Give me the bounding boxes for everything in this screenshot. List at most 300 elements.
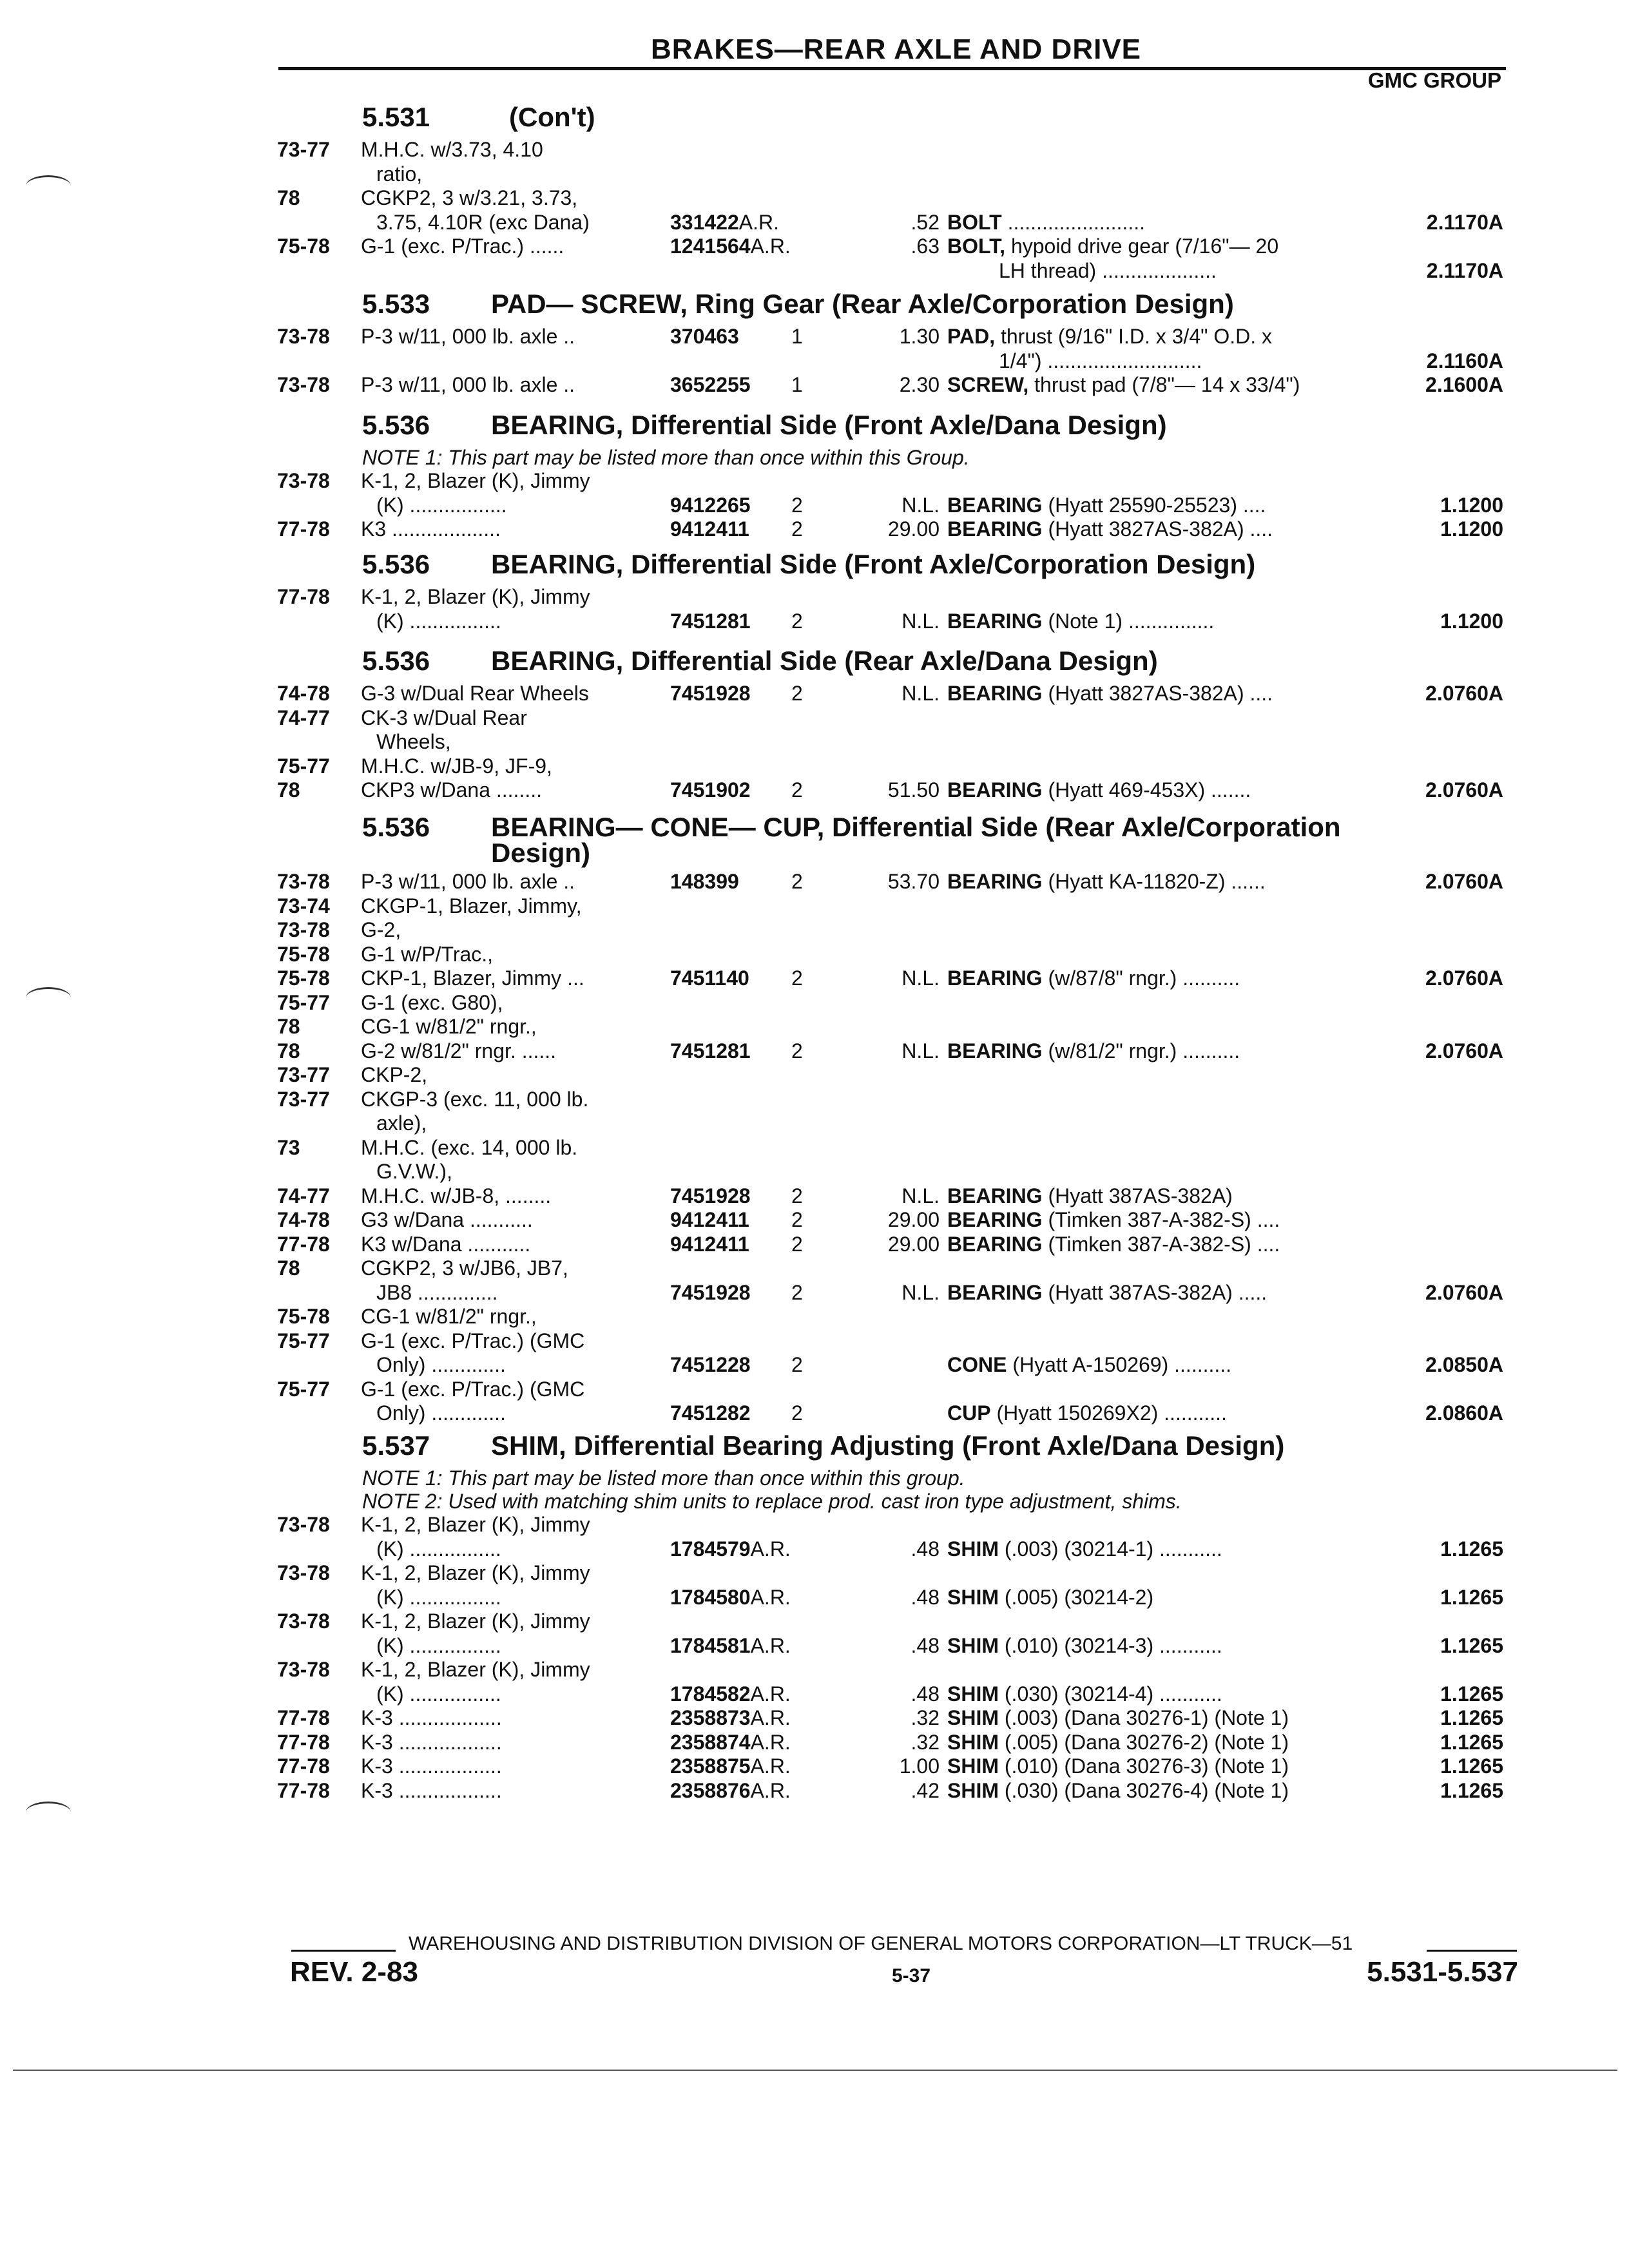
row-application: CKP-2, — [361, 1063, 428, 1086]
row-part-number — [670, 1586, 791, 1610]
group-label: GMC GROUP — [1367, 68, 1501, 92]
row-application: G.V.W.), — [376, 1160, 452, 1183]
row-application: (K) ................ — [376, 1585, 501, 1609]
table-row — [0, 325, 1629, 351]
row-group-code: 1.1200 — [1440, 493, 1503, 517]
row-year: 73 — [277, 1135, 300, 1159]
row-year: 75-78 — [277, 966, 330, 990]
section-note: NOTE 1: This part may be listed more than once within this group. — [362, 1466, 965, 1490]
description-detail: (.030) (Dana 30276-4) (Note 1) — [999, 1778, 1289, 1802]
row-application: (K) ................. — [376, 493, 507, 517]
row-year: 75-77 — [277, 1377, 330, 1401]
row-price: N.L. — [901, 1039, 940, 1062]
scan-mark — [26, 1802, 71, 1823]
row-part-number — [670, 1682, 791, 1706]
row-price: .32 — [911, 1730, 940, 1754]
table-row — [0, 918, 1629, 944]
row-price: 2.30 — [899, 373, 940, 396]
row-group-code: 1.1265 — [1440, 1633, 1503, 1657]
row-price: .32 — [911, 1706, 940, 1729]
row-application: K-1, 2, Blazer (K), Jimmy — [361, 1513, 590, 1536]
description-part-name: SHIM — [947, 1730, 999, 1754]
description-detail: (Note 1) ............... — [1042, 609, 1215, 633]
row-application: CGKP2, 3 w/3.21, 3.73, — [361, 186, 578, 209]
table-row — [0, 706, 1629, 732]
row-description — [947, 870, 1266, 894]
row-year: 75-77 — [277, 754, 330, 778]
row-price: 51.50 — [887, 778, 940, 802]
section-title: PAD— SCREW, Ring Gear (Rear Axle/Corporation Design) — [491, 289, 1234, 319]
row-year: 73-78 — [277, 469, 330, 492]
table-row — [0, 1015, 1629, 1041]
row-year: 73-77 — [277, 1063, 330, 1086]
row-year: 73-78 — [277, 1513, 330, 1536]
row-group-code: 1.1265 — [1440, 1682, 1503, 1706]
row-year: 77-78 — [277, 1730, 330, 1754]
row-description — [947, 1208, 1280, 1232]
row-application: K-1, 2, Blazer (K), Jimmy — [361, 1658, 590, 1681]
row-part-number — [670, 1281, 751, 1305]
description-detail: 1/4") ........................... — [999, 349, 1202, 372]
row-part-number — [670, 1634, 791, 1658]
row-year: 73-77 — [277, 1087, 330, 1111]
row-application: (K) ................ — [376, 1633, 501, 1657]
row-quantity: 2 — [791, 517, 803, 541]
description-part-name: CONE — [947, 1353, 1007, 1376]
row-part-number — [670, 966, 749, 990]
row-year: 77-78 — [277, 1754, 330, 1778]
row-quantity: A.R. — [750, 235, 791, 258]
row-price: N.L. — [901, 493, 940, 517]
row-year: 78 — [277, 1015, 300, 1038]
section-note: NOTE 2: Used with matching shim units to replace prod. cast iron type adjustment, shims. — [362, 1490, 1182, 1513]
description-part-name: BEARING — [947, 1232, 1043, 1256]
table-row — [0, 1136, 1629, 1162]
row-application: G3 w/Dana ........... — [361, 1208, 533, 1231]
description-detail: (.010) (30214-3) ........... — [999, 1633, 1222, 1657]
row-description — [947, 1731, 1289, 1754]
row-application: G-3 w/Dual Rear Wheels — [361, 682, 589, 705]
section-title: BEARING, Differential Side (Front Axle/Corporation Design) — [491, 549, 1256, 579]
row-part-number — [670, 325, 739, 349]
table-row — [0, 1779, 1629, 1805]
description-part-name: BEARING — [947, 1039, 1043, 1062]
part-number-value: 9412411 — [670, 1208, 749, 1231]
row-application: K3 w/Dana ........... — [361, 1232, 531, 1256]
row-year: 73-78 — [277, 918, 330, 941]
row-application: G-2, — [361, 918, 401, 941]
part-number-value: 2358875 — [670, 1754, 751, 1778]
row-part-number — [670, 1353, 751, 1377]
row-part-number — [670, 517, 749, 541]
row-description — [947, 1233, 1280, 1256]
row-description — [947, 1537, 1222, 1561]
table-row — [0, 1160, 1629, 1186]
table-row — [0, 1039, 1629, 1065]
description-part-name: BEARING — [947, 778, 1043, 802]
row-application: Only) ............. — [376, 1401, 506, 1425]
row-description — [947, 235, 1278, 258]
header-rule — [278, 67, 1506, 70]
table-row — [0, 1378, 1629, 1403]
row-part-number — [670, 870, 739, 894]
row-quantity: 1 — [791, 325, 803, 348]
row-year: 74-77 — [277, 706, 330, 729]
row-group-code: 1.1265 — [1440, 1706, 1503, 1729]
part-number-value: 7451902 — [670, 778, 751, 802]
row-year: 77-78 — [277, 517, 330, 541]
row-application: P-3 w/11, 000 lb. axle .. — [361, 373, 575, 396]
row-year: 77-78 — [277, 1706, 330, 1729]
footer-section-range: 5.531-5.537 — [1367, 1956, 1518, 1988]
description-detail: ........................ — [1001, 210, 1145, 234]
table-row — [0, 1353, 1629, 1379]
section-note: NOTE 1: This part may be listed more than once within this Group. — [362, 446, 970, 469]
row-year: 73-78 — [277, 1561, 330, 1584]
section-title: BEARING— CONE— CUP, Differential Side (Rear Axle/Corporation — [491, 812, 1341, 842]
row-group-code: 2.0760A — [1425, 778, 1503, 802]
row-quantity: A.R. — [750, 1682, 791, 1706]
part-number-value: 331422 — [670, 210, 739, 234]
row-group-code: 1.1200 — [1440, 517, 1503, 541]
row-application: CKP-1, Blazer, Jimmy ... — [361, 966, 584, 990]
table-row — [0, 894, 1629, 920]
row-price: N.L. — [901, 1184, 940, 1207]
part-number-value: 7451928 — [670, 1184, 751, 1207]
row-year: 78 — [277, 1039, 300, 1062]
part-number-value: 9412411 — [670, 1232, 749, 1256]
row-application: K-3 .................. — [361, 1706, 502, 1729]
row-description — [947, 517, 1273, 541]
table-row — [0, 1706, 1629, 1732]
description-part-name: BOLT — [947, 210, 1002, 234]
row-price: 29.00 — [887, 517, 940, 541]
row-quantity: A.R. — [738, 210, 780, 234]
row-description — [947, 1281, 1267, 1305]
row-description — [947, 1184, 1233, 1208]
row-application: K-3 .................. — [361, 1730, 502, 1754]
table-row — [0, 585, 1629, 611]
row-part-number — [670, 494, 751, 517]
row-application: P-3 w/11, 000 lb. axle .. — [361, 325, 575, 348]
row-part-number — [670, 1537, 791, 1561]
row-description — [947, 211, 1145, 235]
row-price: N.L. — [901, 609, 940, 633]
table-row — [0, 870, 1629, 896]
row-part-number — [670, 1401, 751, 1425]
footer-page-number: 5-37 — [892, 1965, 931, 1986]
table-row — [0, 1754, 1629, 1780]
row-application: CG-1 w/81/2" rngr., — [361, 1015, 537, 1038]
description-detail: (Hyatt 3827AS-382A) .... — [1042, 682, 1273, 705]
row-quantity: 2 — [791, 1184, 803, 1207]
description-part-name: SHIM — [947, 1706, 999, 1729]
row-quantity: 2 — [791, 682, 803, 705]
table-row — [0, 1233, 1629, 1258]
row-price: .52 — [911, 210, 940, 234]
row-application: Only) ............. — [376, 1353, 506, 1376]
row-year: 73-78 — [277, 373, 330, 396]
row-description — [947, 1401, 1227, 1425]
row-price: N.L. — [901, 1280, 940, 1304]
row-part-number — [670, 1039, 751, 1063]
row-quantity: 2 — [791, 1208, 803, 1231]
description-part-name: SHIM — [947, 1537, 999, 1561]
table-row — [0, 778, 1629, 804]
row-description — [947, 778, 1251, 802]
row-year: 75-77 — [277, 990, 330, 1014]
part-number-value: 148399 — [670, 870, 739, 893]
footer-revision: REV. 2-83 — [290, 1956, 418, 1988]
row-application: K-3 .................. — [361, 1754, 502, 1778]
description-part-name: PAD, — [947, 325, 996, 348]
row-price: .48 — [911, 1682, 940, 1706]
section-number: 5.533 — [362, 289, 430, 319]
row-description — [947, 966, 1240, 990]
row-application: G-1 (exc. G80), — [361, 990, 503, 1014]
description-part-name: BEARING — [947, 870, 1043, 893]
row-year: 73-78 — [277, 870, 330, 893]
scan-mark — [26, 987, 71, 1008]
part-number-value: 2358874 — [670, 1730, 751, 1754]
row-description — [947, 1039, 1240, 1063]
row-application: K-1, 2, Blazer (K), Jimmy — [361, 585, 590, 608]
table-row — [0, 730, 1629, 756]
row-description — [947, 1586, 1153, 1610]
row-application: K-1, 2, Blazer (K), Jimmy — [361, 1561, 590, 1584]
part-number-value: 2358873 — [670, 1706, 751, 1729]
row-part-number — [670, 610, 751, 633]
row-group-code: 2.1600A — [1425, 373, 1503, 396]
row-group-code: 2.0760A — [1425, 870, 1503, 893]
section-number: 5.536 — [362, 410, 430, 440]
description-detail: (.003) (30214-1) ........... — [999, 1537, 1222, 1561]
table-row — [0, 1256, 1629, 1282]
part-number-value: 7451140 — [670, 966, 749, 990]
description-part-name: SHIM — [947, 1585, 999, 1609]
section-number: 5.537 — [362, 1430, 430, 1461]
row-application: CG-1 w/81/2" rngr., — [361, 1305, 537, 1328]
description-detail: (Hyatt 387AS-382A) — [1042, 1184, 1233, 1207]
table-row — [0, 1305, 1629, 1331]
page-title: BRAKES—REAR AXLE AND DRIVE — [651, 34, 1142, 65]
row-application: CKGP-3 (exc. 11, 000 lb. — [361, 1087, 589, 1111]
row-description — [947, 1682, 1222, 1706]
row-group-code: 2.1170A — [1426, 258, 1503, 282]
row-application: G-1 (exc. P/Trac.) (GMC — [361, 1329, 585, 1352]
row-year: 73-78 — [277, 325, 330, 348]
table-row — [0, 1586, 1629, 1611]
table-row — [0, 138, 1629, 164]
row-year: 74-77 — [277, 1184, 330, 1207]
table-row — [0, 211, 1629, 236]
row-description — [999, 349, 1202, 373]
row-group-code: 2.1160A — [1426, 349, 1503, 372]
table-row — [0, 1329, 1629, 1355]
part-number-value: 1784580 — [670, 1585, 751, 1609]
row-price: .48 — [911, 1633, 940, 1657]
row-description — [947, 325, 1272, 349]
description-part-name: SCREW, — [947, 373, 1029, 396]
description-part-name: SHIM — [947, 1682, 999, 1706]
row-application: K-1, 2, Blazer (K), Jimmy — [361, 469, 590, 492]
row-price: .63 — [911, 235, 940, 258]
section-title-continued: Design) — [491, 838, 591, 868]
row-group-code: 2.1170A — [1426, 210, 1503, 234]
section-number: 5.536 — [362, 812, 430, 842]
table-row — [0, 966, 1629, 992]
row-group-code: 1.1200 — [1440, 609, 1503, 633]
row-part-number — [670, 778, 751, 802]
table-row — [0, 1537, 1629, 1563]
description-detail: (Timken 387-A-382-S) .... — [1042, 1232, 1280, 1256]
row-application: K-3 .................. — [361, 1778, 502, 1802]
row-application: K3 ................... — [361, 517, 501, 541]
table-row — [0, 1513, 1629, 1539]
description-part-name: BEARING — [947, 1280, 1043, 1304]
table-row — [0, 349, 1629, 375]
row-price: N.L. — [901, 966, 940, 990]
row-quantity: 2 — [791, 966, 803, 990]
part-number-value: 7451928 — [670, 1280, 751, 1304]
row-year: 77-78 — [277, 1778, 330, 1802]
description-detail: (.010) (Dana 30276-3) (Note 1) — [999, 1754, 1289, 1778]
section-title: BEARING, Differential Side (Front Axle/Dana Design) — [491, 410, 1167, 440]
part-number-value: 7451281 — [670, 1039, 751, 1062]
row-description — [947, 1634, 1222, 1658]
row-description — [947, 1353, 1231, 1377]
description-detail: hypoid drive gear (7/16"— 20 — [1005, 235, 1279, 258]
row-part-number — [670, 1706, 791, 1730]
part-number-value: 9412265 — [670, 493, 751, 517]
row-description — [947, 682, 1273, 706]
part-number-value: 2358876 — [670, 1778, 751, 1802]
description-detail: (.005) (30214-2) — [999, 1585, 1154, 1609]
row-year: 77-78 — [277, 585, 330, 608]
table-row — [0, 1401, 1629, 1427]
table-row — [0, 1111, 1629, 1137]
row-application: K-1, 2, Blazer (K), Jimmy — [361, 1610, 590, 1633]
description-detail: (Hyatt 150269X2) ........... — [990, 1401, 1227, 1425]
row-application: CGKP2, 3 w/JB6, JB7, — [361, 1256, 568, 1280]
table-row — [0, 469, 1629, 495]
row-year: 75-77 — [277, 1329, 330, 1352]
description-part-name: CUP — [947, 1401, 991, 1425]
row-group-code: 2.0760A — [1425, 1280, 1503, 1304]
section-number: 5.536 — [362, 646, 430, 676]
row-year: 73-77 — [277, 138, 330, 161]
row-quantity: 2 — [791, 1280, 803, 1304]
description-detail: (Hyatt A-150269) .......... — [1007, 1353, 1232, 1376]
description-part-name: BEARING — [947, 609, 1043, 633]
row-description — [947, 1754, 1289, 1778]
row-part-number — [670, 211, 779, 235]
description-detail: (Hyatt 3827AS-382A) .... — [1042, 517, 1273, 541]
row-price: 29.00 — [887, 1232, 940, 1256]
row-part-number — [670, 1208, 749, 1232]
row-quantity: A.R. — [750, 1537, 791, 1561]
table-row — [0, 1184, 1629, 1210]
part-number-value: 1241564 — [670, 235, 751, 258]
table-row — [0, 610, 1629, 635]
row-quantity: A.R. — [750, 1730, 791, 1754]
row-part-number — [670, 1731, 791, 1754]
table-row — [0, 991, 1629, 1017]
table-row — [0, 1610, 1629, 1635]
row-year: 78 — [277, 1256, 300, 1280]
row-application: G-1 (exc. P/Trac.) (GMC — [361, 1377, 585, 1401]
row-year: 78 — [277, 186, 300, 209]
description-detail: (Hyatt 25590-25523) .... — [1042, 493, 1266, 517]
row-part-number — [670, 1779, 791, 1803]
row-application: M.H.C. w/3.73, 4.10 — [361, 138, 543, 161]
part-number-value: 3652255 — [670, 373, 751, 396]
row-application: axle), — [376, 1111, 427, 1135]
row-year: 77-78 — [277, 1232, 330, 1256]
row-quantity: A.R. — [750, 1778, 791, 1802]
table-row — [0, 494, 1629, 519]
row-part-number — [670, 1754, 791, 1778]
row-quantity: 2 — [791, 1232, 803, 1256]
row-part-number — [670, 682, 751, 706]
table-row — [0, 1063, 1629, 1089]
description-part-name: SHIM — [947, 1778, 999, 1802]
footer-rule-left — [291, 1950, 396, 1952]
footer-division: WAREHOUSING AND DISTRIBUTION DIVISION OF GENERAL MOTORS CORPORATION—LT TRUCK—51 — [409, 1933, 1353, 1954]
part-number-value: 1784581 — [670, 1633, 751, 1657]
description-part-name: BOLT, — [947, 235, 1006, 258]
description-part-name: BEARING — [947, 966, 1043, 990]
table-row — [0, 943, 1629, 968]
row-price: 53.70 — [887, 870, 940, 893]
description-detail: (w/87/8" rngr.) .......... — [1042, 966, 1240, 990]
part-number-value: 1784582 — [670, 1682, 751, 1706]
table-row — [0, 373, 1629, 399]
row-description — [999, 259, 1217, 283]
description-part-name: BEARING — [947, 682, 1043, 705]
row-application: CKGP-1, Blazer, Jimmy, — [361, 894, 582, 918]
table-row — [0, 162, 1629, 188]
description-detail: (Hyatt 469-453X) ....... — [1042, 778, 1251, 802]
row-group-code: 2.0760A — [1425, 682, 1503, 705]
description-part-name: SHIM — [947, 1754, 999, 1778]
row-application: (K) ................ — [376, 1682, 501, 1706]
row-application: JB8 .............. — [376, 1280, 498, 1304]
description-part-name: BEARING — [947, 1184, 1043, 1207]
table-row — [0, 1634, 1629, 1660]
row-quantity: 1 — [791, 373, 803, 396]
row-quantity: A.R. — [750, 1633, 791, 1657]
description-detail: thrust (9/16" I.D. x 3/4" O.D. x — [995, 325, 1273, 348]
row-application: ratio, — [376, 162, 423, 186]
page-bottom-rule — [13, 2070, 1617, 2071]
row-description — [947, 1706, 1289, 1730]
description-detail: LH thread) .................... — [999, 258, 1217, 282]
row-description — [947, 610, 1214, 633]
part-number-value: 1784579 — [670, 1537, 751, 1561]
row-part-number — [670, 1184, 751, 1208]
row-application: G-1 (exc. P/Trac.) ...... — [361, 235, 564, 258]
description-detail: (Timken 387-A-382-S) .... — [1042, 1208, 1280, 1231]
part-number-value: 7451928 — [670, 682, 751, 705]
row-year: 78 — [277, 778, 300, 802]
table-row — [0, 682, 1629, 707]
row-quantity: 2 — [791, 1039, 803, 1062]
table-row — [0, 1281, 1629, 1307]
row-quantity: 2 — [791, 1401, 803, 1425]
row-price: 1.30 — [899, 325, 940, 348]
row-group-code: 1.1265 — [1440, 1730, 1503, 1754]
